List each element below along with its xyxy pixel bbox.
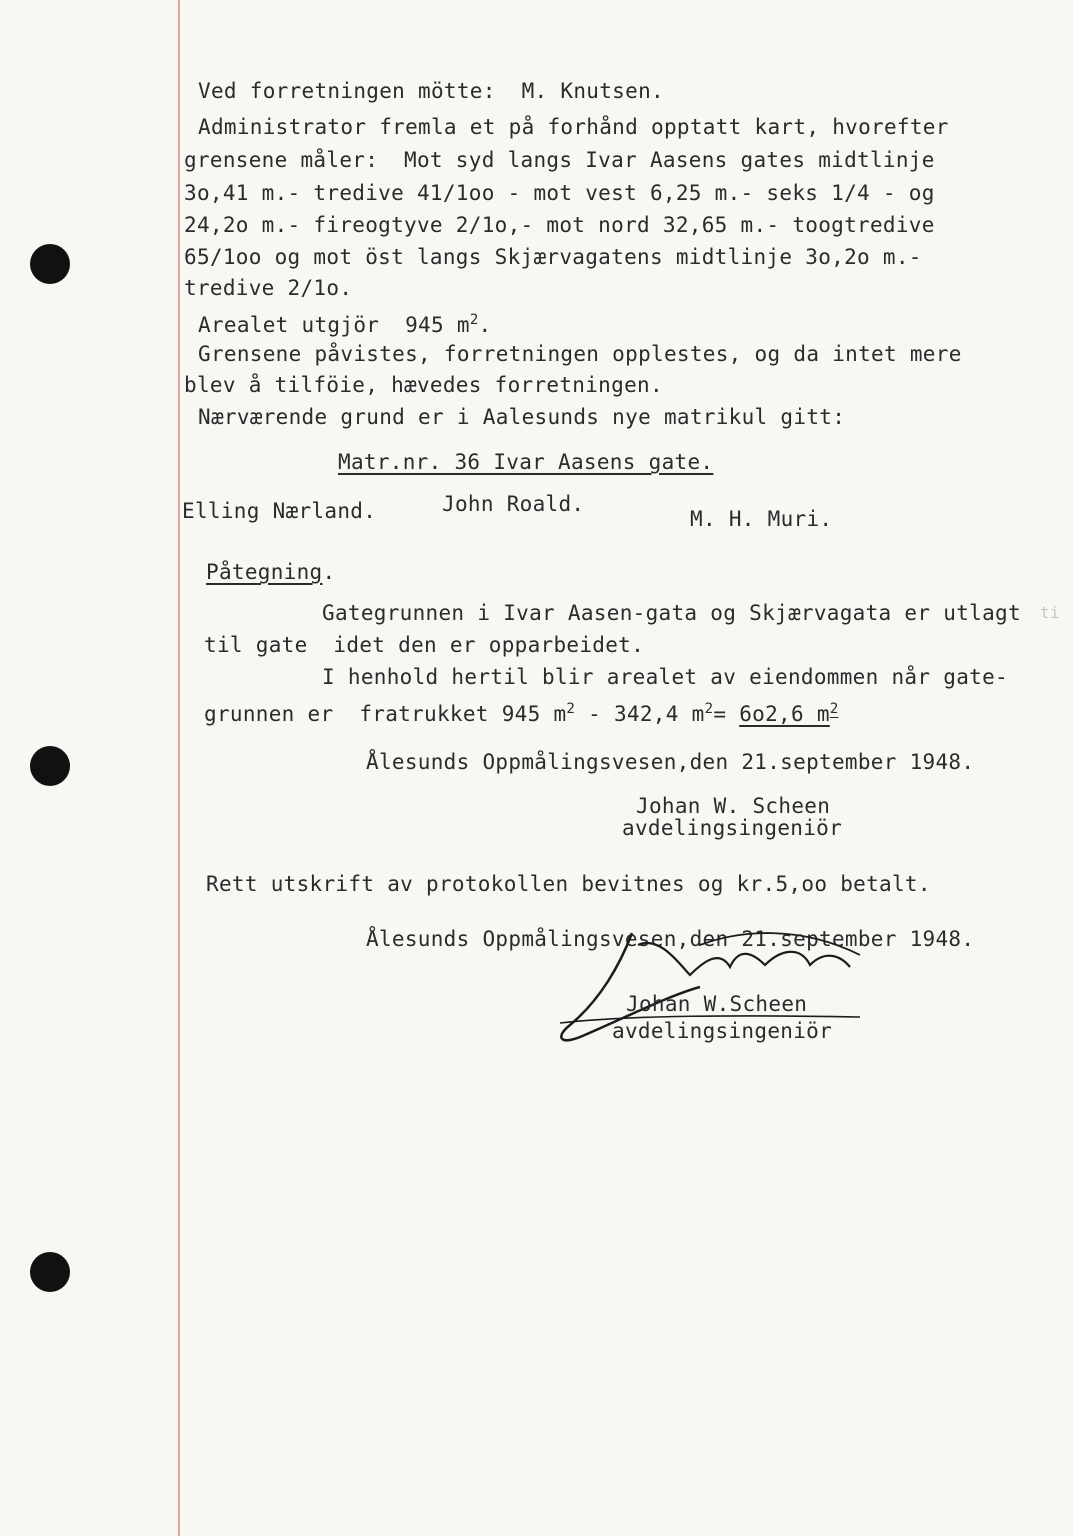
- text-line: Grensene påvistes, forretningen opplestes, og da intet mere: [198, 342, 962, 366]
- margin-line: [178, 0, 180, 1536]
- punch-hole: [30, 746, 70, 786]
- official-name: Johan W. Scheen: [636, 794, 831, 818]
- text-line: Administrator fremla et på forhånd opptatt kart, hvorefter: [198, 115, 949, 139]
- text-line: blev å tilföie, hævedes forretningen.: [184, 373, 663, 397]
- date-line: Ålesunds Oppmålingsvesen,den 21.september 1948.: [366, 750, 975, 774]
- text-line: tredive 2/1o.: [184, 276, 353, 300]
- heading-text: Påtegning: [206, 560, 323, 584]
- signatory-name: M. H. Muri.: [690, 507, 833, 531]
- superscript: 2: [829, 701, 839, 717]
- calc-text: grunnen er fratrukket 945 m: [204, 702, 567, 726]
- text-line: 65/1oo og mot öst langs Skjærvagatens midtlinje 3o,2o m.-: [184, 245, 922, 269]
- area-text: Arealet utgjör 945 m: [198, 313, 470, 337]
- text-line: 3o,41 m.- tredive 41/1oo - mot vest 6,25 m.- seks 1/4 - og: [184, 181, 935, 205]
- margin-fragment: ti: [1040, 603, 1060, 622]
- signatory-name: John Roald.: [442, 492, 585, 516]
- text-line: Ved forretningen mötte: M. Knutsen.: [198, 79, 664, 103]
- text-line: til gate idet den er opparbeidet.: [204, 633, 645, 657]
- punch-hole: [30, 1252, 70, 1292]
- text-line: I henhold hertil blir arealet av eiendommen når gate-: [322, 665, 1008, 689]
- text-line: 24,2o m.- fireogtyve 2/1o,- mot nord 32,65 m.- toogtredive: [184, 213, 935, 237]
- period: .: [478, 313, 492, 337]
- text-line: Gategrunnen i Ivar Aasen-gata og Skjærvagata er utlagt: [322, 601, 1021, 625]
- official-title: avdelingsingeniör: [612, 1019, 833, 1043]
- matrikkel-number: Matr.nr. 36 Ivar Aasens gate.: [338, 450, 714, 474]
- official-name: Johan W.Scheen: [626, 992, 808, 1016]
- heading-dot: .: [322, 560, 336, 584]
- text-line: [204, 696, 839, 727]
- superscript: 2: [469, 312, 479, 328]
- calc-text: - 342,4 m: [575, 702, 705, 726]
- signatory-name: Elling Nærland.: [182, 499, 377, 523]
- date-line: Ålesunds Oppmålingsvesen,den 21.september 1948.: [366, 927, 975, 951]
- superscript: 2: [704, 701, 714, 717]
- official-title: avdelingsingeniör: [622, 816, 843, 840]
- result-area: 6o2,6 m: [739, 702, 830, 726]
- superscript: 2: [566, 701, 576, 717]
- calc-text: =: [713, 702, 740, 726]
- punch-hole: [30, 244, 70, 284]
- section-heading: [206, 559, 335, 585]
- text-line: Rett utskrift av protokollen bevitnes og kr.5,oo betalt.: [206, 872, 931, 896]
- text-line: Nærværende grund er i Aalesunds nye matrikul gitt:: [198, 405, 846, 429]
- text-line: [198, 307, 492, 338]
- text-line: grensene måler: Mot syd langs Ivar Aasens gates midtlinje: [184, 148, 935, 172]
